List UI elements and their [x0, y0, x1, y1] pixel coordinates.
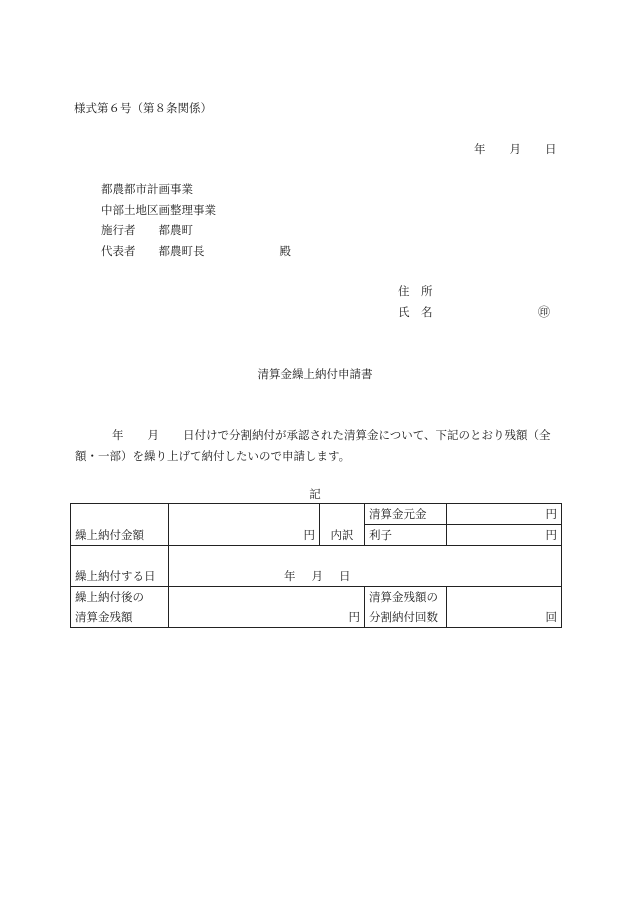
- interest-label: 利子: [365, 525, 447, 546]
- body-month: 月: [147, 428, 159, 442]
- date-month: 月: [509, 142, 521, 156]
- date-day: 日: [545, 142, 557, 156]
- amount-yen: 円: [169, 504, 320, 546]
- addressee-representative: [101, 243, 291, 259]
- balance-label-2: 清算金残額: [71, 607, 169, 628]
- addressee-project: 都農都市計画事業: [101, 182, 193, 196]
- installments-label-2: 分割納付回数: [365, 607, 447, 628]
- table-row: [71, 587, 562, 608]
- body-sentence: 日付けで分割納付が承認された清算金について、下記のとおり残額（全額・一部）を繰り上げて納付したいので申請します。: [75, 428, 551, 463]
- applicant-address-label: 住 所: [398, 284, 433, 298]
- addressee-subproject: 中部土地区画整理事業: [101, 203, 216, 217]
- breakdown-label: 内訳: [320, 504, 365, 546]
- installments-times: 回: [447, 607, 562, 628]
- representative-label: 代表者: [101, 244, 136, 258]
- principal-yen: 円: [447, 504, 562, 525]
- interest-yen: 円: [447, 525, 562, 546]
- date-label: 繰上納付する日: [71, 546, 169, 587]
- date-value-month: 月: [311, 569, 323, 583]
- date-value-year: 年: [284, 569, 296, 583]
- installments-label-1: 清算金残額の: [365, 587, 447, 608]
- balance-yen: 円: [169, 607, 365, 628]
- document-title: 清算金繰上納付申請書: [257, 367, 373, 381]
- date-value-day: 日: [339, 569, 351, 583]
- addressee-operator: [101, 222, 193, 238]
- honorific: 殿: [279, 244, 291, 258]
- body-text: [75, 425, 565, 467]
- date-value: [169, 546, 562, 587]
- amount-label: 繰上納付金額: [71, 504, 169, 546]
- form-number: 様式第６号（第８条関係）: [74, 101, 212, 115]
- operator-value: 都農町: [158, 223, 193, 237]
- date-year: 年: [474, 142, 486, 156]
- detail-table: [70, 503, 562, 628]
- balance-label-1: 繰上納付後の: [71, 587, 169, 608]
- table-row: [71, 607, 562, 628]
- ki-heading: 記: [309, 487, 321, 501]
- table-row: [71, 504, 562, 525]
- body-year: 年: [112, 428, 124, 442]
- applicant-name-label: 氏 名: [398, 305, 433, 319]
- seal-mark: ㊞: [538, 305, 551, 319]
- principal-label: 清算金元金: [365, 504, 447, 525]
- operator-label: 施行者: [101, 223, 136, 237]
- representative-value: 都農町長: [158, 244, 205, 258]
- table-row: [71, 546, 562, 587]
- date-line: [474, 141, 557, 157]
